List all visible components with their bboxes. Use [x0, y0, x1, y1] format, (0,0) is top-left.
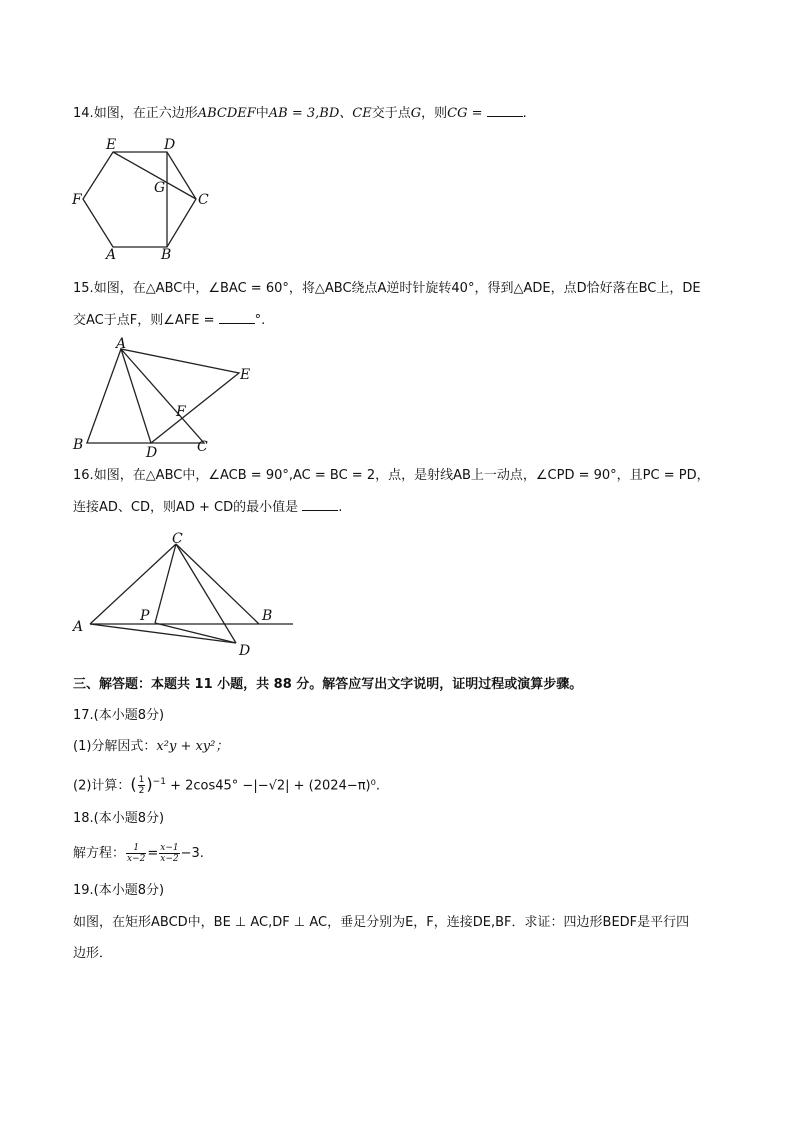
label-c: C — [172, 531, 183, 547]
q18-equals: = — [147, 846, 159, 861]
q14-text-c: 交于点 — [371, 106, 411, 121]
q16-line1 — [73, 467, 710, 485]
q14-condition: AB = 3,BD、CE — [268, 106, 372, 121]
q18-tail: −3. — [180, 846, 204, 861]
label-b: B — [262, 608, 273, 624]
q17-p2-label: (2)计算： — [73, 778, 131, 794]
q14-end: . — [522, 106, 527, 121]
q17-p2-fraction: $\frac{1}{2}$ — [138, 775, 145, 797]
segment-cp — [155, 544, 176, 623]
q17-p2-exponent: −1 — [152, 777, 166, 787]
label-c: C — [198, 192, 209, 208]
label-f: F — [176, 404, 186, 420]
q14-number: 14. — [73, 106, 94, 121]
q17-part2: (2)计算：( $\frac{1}{2}$ )$^{-1}$ + 2cos45° −|−√2| + (2024−π)⁰. — [73, 774, 380, 797]
q17-p1-label: (1)分解因式： — [73, 739, 157, 754]
q16-line2-b: . — [338, 500, 343, 515]
triangle-abc — [87, 349, 204, 443]
label-c: C — [197, 439, 208, 455]
q15-number: 15. — [73, 281, 94, 296]
label-g: G — [154, 180, 166, 196]
segment-ad — [90, 624, 236, 643]
q18-header: 18.(本小题8分) — [73, 811, 165, 826]
q15-line2 — [73, 311, 265, 330]
q14-hex-name: ABCDEF — [197, 106, 256, 121]
label-d: D — [164, 137, 176, 153]
segment-ac — [90, 544, 176, 624]
label-b: B — [73, 437, 84, 453]
label-e: E — [106, 137, 117, 153]
q17-p2-rest: + 2cos45° −|−√2| + (2024−π)⁰. — [170, 778, 380, 794]
label-d: D — [146, 445, 158, 457]
q19-header: 19.(本小题8分) — [73, 883, 165, 898]
q18-fraction-1: $\frac{1}{x-2}$ — [127, 843, 146, 864]
label-a: A — [106, 247, 117, 262]
section-3-title: 三、解答题：本题共 11 小题，共 88 分。解答应写出文字说明，证明过程或演算步骤。 — [73, 677, 583, 692]
label-b: B — [161, 247, 172, 262]
triangle-ade — [121, 349, 239, 443]
q17-header: 17.(本小题8分) — [73, 708, 165, 723]
q16-answer-blank[interactable] — [302, 498, 338, 511]
q14-text — [73, 104, 527, 123]
q15-line1-text: 如图，在△ABC中，∠BAC = 60°，将△ABC绕点A逆时针旋转40°，得到△ADE，点D恰好落在BC上，DE — [93, 281, 701, 296]
q17-p1-expr: x²y + xy²； — [156, 739, 229, 754]
q18-label: 解方程： — [73, 846, 126, 861]
q17-part1 — [73, 738, 228, 756]
label-e: E — [240, 367, 251, 383]
q14-text-d: ，则 — [421, 106, 448, 121]
label-d: D — [239, 643, 251, 659]
q14-ask: CG = — [447, 106, 483, 121]
q14-answer-blank[interactable] — [487, 104, 523, 117]
label-f: F — [72, 192, 82, 208]
q15-line1 — [73, 280, 701, 298]
q18-fraction-2: $\frac{x-1}{x-2}$ — [160, 843, 179, 864]
q14-point-g: G — [410, 106, 422, 121]
segment-pd — [155, 623, 236, 643]
q16-line2-a: 连接AD、CD，则AD + CD的最小值是 — [73, 500, 299, 515]
q14-text-b: 中 — [255, 106, 269, 121]
q14-hexagon-figure — [66, 132, 226, 262]
q15-answer-blank[interactable] — [219, 311, 255, 324]
label-p: P — [140, 608, 150, 624]
q18-equation — [73, 842, 204, 866]
q16-figure — [66, 527, 301, 662]
q15-rotation-figure — [66, 335, 266, 457]
q14-text-a: 如图，在正六边形 — [93, 106, 198, 121]
q16-number: 16. — [73, 468, 94, 483]
label-a: A — [116, 336, 127, 352]
q15-line2-a: 交AC于点F，则∠AFE = — [73, 313, 215, 328]
q19-line1: 如图，在矩形ABCD中，BE ⊥ AC,DF ⊥ AC，垂足分别为E，F，连接DE,BF．求证：四边形BEDF是平行四 — [73, 915, 690, 930]
q19-line2: 边形． — [73, 946, 113, 961]
q15-line2-b: °. — [254, 313, 266, 328]
q16-line2 — [73, 498, 342, 517]
hexagon-outline — [83, 152, 196, 247]
label-a: A — [73, 619, 84, 635]
q16-line1-text: 如图，在△ABC中，∠ACB = 90°,AC = BC = 2，点，是射线AB上一动点，∠CPD = 90°，且PC = PD， — [93, 468, 710, 483]
